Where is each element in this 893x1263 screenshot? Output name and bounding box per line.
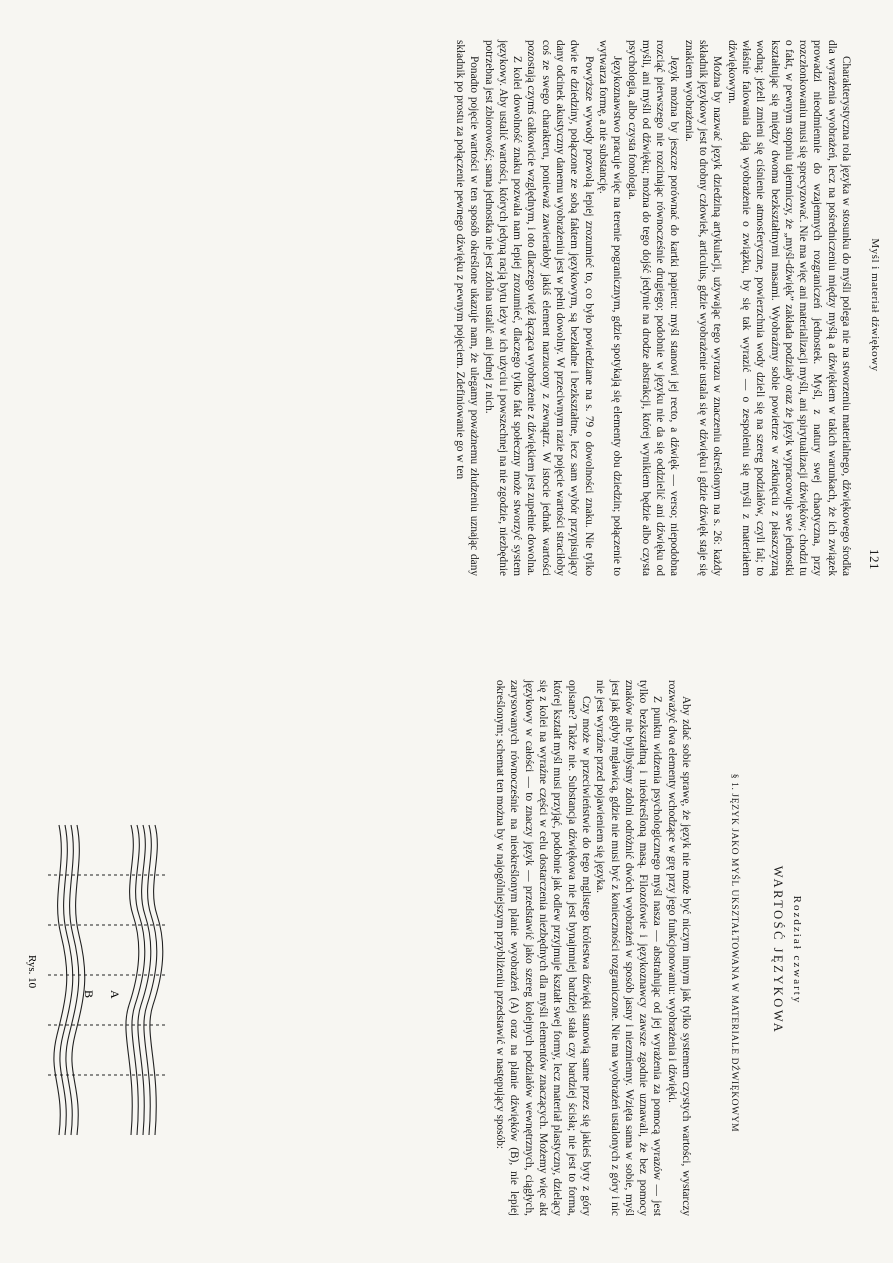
paragraph: Ponadto pojęcie wartości w ten sposób określone ukazuje nam, że ulegamy poważnemu złudzeniu uznając dany składnik po prostu za połączenie pewnego dźwięku z pewnym pojęciem. Zdefiniowanie go w ten (453, 40, 481, 576)
chapter-header (770, 690, 803, 1210)
paragraph: Powyższe wywody pozwolą lepiej zrozumieć to, co było powiedziane na s. 79 o dowolności znaku. Nie tylko dwie te dziedziny, połączone ze sobą faktem językowym, są bezładne i bezkształtne, lecz sam wybór przypisujący dany odcinek akustyczny danemu wyobrażeniu jest w pełni dowolny. W przeciwnym razie pojęcie wartości straciłoby coś ze swego charakteru, ponieważ zawierałoby jakiś element narzucony z zewnątrz. W istocie jednak wartości pozostają czymś całkowicie względnym, i oto dlaczego więź łącząca wyobrażenie z dźwiękiem jest zupełnie dowolna. (525, 40, 595, 576)
paragraph: Aby zdać sobie sprawę, że język nie może być niczym innym jak tylko systemem czystych wartości, wystarczy rozważyć dwa elementy wchodzące w grę przy jego funkcjonowaniu: wyobrażenia i dźwięki. (665, 680, 692, 1216)
waves-diagram (23, 720, 173, 1240)
page-121 (0, 0, 893, 600)
section-heading: § 1. JĘZYK JAKO MYŚL UKSZTAŁTOWANA W MATERIALE DŹWIĘKOWYM (729, 773, 739, 1133)
figure-rys-10 (23, 720, 173, 1050)
label-a: A (108, 990, 122, 999)
paragraph: Język można by jeszcze porównać do kartki papieru: myśl stanowi jej recto, a dźwięk — verso; niepodobna rozciąć pierwszego nie rozcinając równocześnie drugiego; podobnie w języku nie da się oddzielić ani dźwięku od myśli, ani myśli od dźwięku; można do tego dojść jedynie na drodze abstrakcji, której wynikiem będzie albo czysta psychologia, albo czysta fonologia. (625, 40, 681, 576)
running-head-title: Myśl i materiał dźwiękowy (869, 238, 881, 372)
plane-a-waves (126, 825, 163, 1135)
paragraph: Z kolei dowolność znaku pozwala nam lepiej zrozumieć, dlaczego tylko fakt społeczny może stworzyć system językowy. Aby ustalić wartości, których jedyną racją bytu leży w ich użyciu i powszechnej na nie zgodzie, niezbędnie potrzebna jest zbiorowość; sama jednostka nie jest zdolna ustalić ani jednej z nich. (482, 40, 524, 576)
paragraph: Z punktu widzenia psychologicznego myśl nasza — abstrahując od jej wyrażenia za pomocą wyrazów — jest tylko bezkształtną i nieokreśloną masą. Filozofowie i językoznawcy zawsze zgodnie uznawali, że bez pomocy znaków nie bylibyśmy zdolni odróżnić dwóch wyobrażeń w sposób jasny i niezmienny. Wzięta sama w sobie, myśl jest jak gdyby mgławicą, gdzie nie musi być z konieczności rozgraniczone. Nie ma wyobrażeń ustalonych z góry i nic nie jest wyraźne przed pojawieniem się języka. (594, 680, 664, 1216)
paragraph: Językoznawstwo pracuje więc na terenie pogranicznym, gdzie spotykają się elementy obu dziedzin; połączenie to wytwarza formę, a nie substancję. (596, 40, 624, 576)
body-text-left (493, 680, 693, 1216)
paragraph: Charakterystyczna rola języka w stosunku do myśli polega nie na stworzeniu materialnego, dźwiękowego środka dla wyrażenia wyobrażeń, lecz na pośredniczeniu między myślą a dźwiękiem w takich warunkach, że ich związek prowadzi nieodmiennie do wzajemnych rozgraniczeń jednostek. Myśl, z natury swej chaotyczna, przy rozczłonkowaniu musi się sprecyzować. Nie ma więc ani materializacji myśli, ani spirytualizacji dźwięków; chodzi tu o fakt, w pewnym stopniu tajemniczy, że „myśl-dźwięk” zakłada podziały oraz że język wypracowuje swe jednostki kształtując się między dwoma bezkształtnymi masami. Wyobraźmy sobie powietrze w zetknięciu z płaszczyzną wodną; jeżeli zmieni się ciśnienie atmosferyczne, powierzchnia wody dzieli się na szereg podziałów, czyli fal; to właśnie falowania dają wyobrażenie o związku, by się tak wyrazić — o zespoleniu się myśli z materiałem dźwiękowym. (725, 40, 852, 576)
page-number: 121 (867, 549, 882, 570)
division-lines (45, 875, 165, 1075)
plane-b-waves (54, 825, 85, 1135)
chapter-label: Rozdział czwarty (791, 895, 803, 1005)
paragraph: Czy może w przeciwieństwie do tego mglistego królestwa dźwięki stanowią same przez się jakieś byty z góry opisane? Także nie. Substancja dźwiękowa nie jest bynajmniej bardziej stała czy bardziej ścisła; nie jest to forma, której kształt myśl musi przyjąć, podobnie jak odlew przyjmuje kształt swej formy, lecz materiał plastyczny, dzielący się z kolei na wyraźne części w celu dostarczenia niezbędnych dla myśli elementów znaczących. Możemy więc akt językowy w całości — to znaczy język — przedstawić jako szereg kolejnych podziałów wewnętrznych, ciągłych, zarysowanych równocześnie na nieokreślonym planie wyobrażeń (A) oraz na planie dźwięków (B), nie lepiej określonym; schemat ten można by w najogólniejszym przybliżeniu przedstawić w następujący sposób: (494, 680, 592, 1216)
chapter-title: WARTOŚĆ JĘZYKOWA (771, 865, 785, 1035)
label-b: B (82, 990, 96, 999)
figure-caption: Rys. 10 (26, 955, 38, 989)
body-text-right (453, 40, 853, 576)
paragraph: Można by nazwać język dziedziną artykulacji, używając tego wyrazu w znaczeniu określonym na s. 26: każdy składnik językowy jest to drobny człowiek, articulus, gdzie wyobrażenie ustala się w dźwięku i gdzie dźwięk staje się znakiem wyobrażenia. (682, 40, 724, 576)
